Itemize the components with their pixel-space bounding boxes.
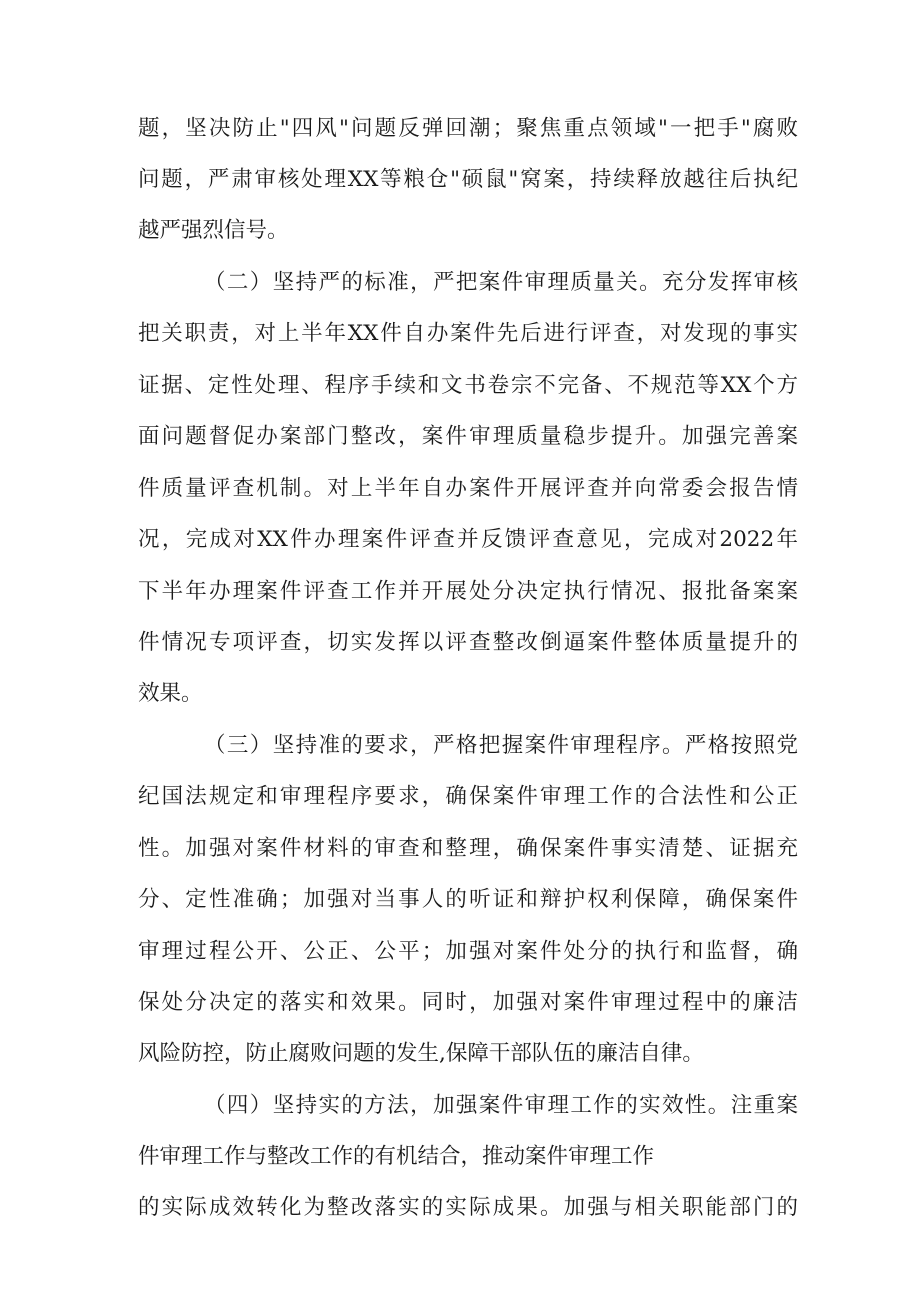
text-line: 分、定性准确；加强对当事人的听证和辩护权利保障，确保案件	[138, 887, 798, 912]
text-line: 问题，严肃审核处理XX等粮仓"硕鼠"窝案，持续释放越往后执纪	[138, 167, 798, 192]
text-line: 越严强烈信号。	[138, 218, 289, 243]
text-line: 件情况专项评查，切实发挥以评查整改倒逼案件整体质量提升的	[138, 630, 798, 655]
text-line: 风险防控，防止腐败问题的发生,保障干部队伍的廉洁自律。	[138, 1041, 704, 1066]
text-line: 审理过程公开、公正、公平；加强对案件处分的执行和监督，确	[138, 939, 798, 964]
text-line: 把关职责，对上半年XX件自办案件先后进行评查，对发现的事实	[138, 321, 798, 346]
text-line: 下半年办理案件评查工作并开展处分决定执行情况、报批备案案	[138, 579, 798, 604]
paragraph-heading-line: （二）坚持严的标准，严把案件审理质量关。充分发挥审核	[204, 270, 798, 295]
paragraph-heading-line: （四）坚持实的方法，加强案件审理工作的实效性。注重案	[204, 1093, 798, 1118]
text-line: 保处分决定的落实和效果。同时，加强对案件审理过程中的廉洁	[138, 990, 798, 1015]
paragraph-heading-line: （三）坚持准的要求，严格把握案件审理程序。严格按照党	[204, 733, 798, 758]
text-line: 况，完成对XX件办理案件评查并反馈评查意见，完成对2022年	[138, 527, 798, 552]
text-line: 纪国法规定和审理程序要求，确保案件审理工作的合法性和公正	[138, 784, 798, 809]
text-line: 性。加强对案件材料的审查和整理，确保案件事实清楚、证据充	[138, 836, 798, 861]
text-line: 效果。	[138, 681, 203, 706]
text-line: 证据、定性处理、程序手续和文书卷宗不完备、不规范等XX个方	[138, 373, 798, 398]
text-line: 的实际成效转化为整改落实的实际成果。加强与相关职能部门的	[138, 1195, 798, 1220]
text-line: 件审理工作与整改工作的有机结合，推动案件审理工作	[138, 1144, 655, 1169]
text-line: 件质量评查机制。对上半年自办案件开展评查并向常委会报告情	[138, 476, 798, 501]
text-line: 面问题督促办案部门整改，案件审理质量稳步提升。加强完善案	[138, 424, 798, 449]
text-line: 题，坚决防止"四风"问题反弹回潮；聚焦重点领域"一把手"腐败	[138, 116, 798, 141]
